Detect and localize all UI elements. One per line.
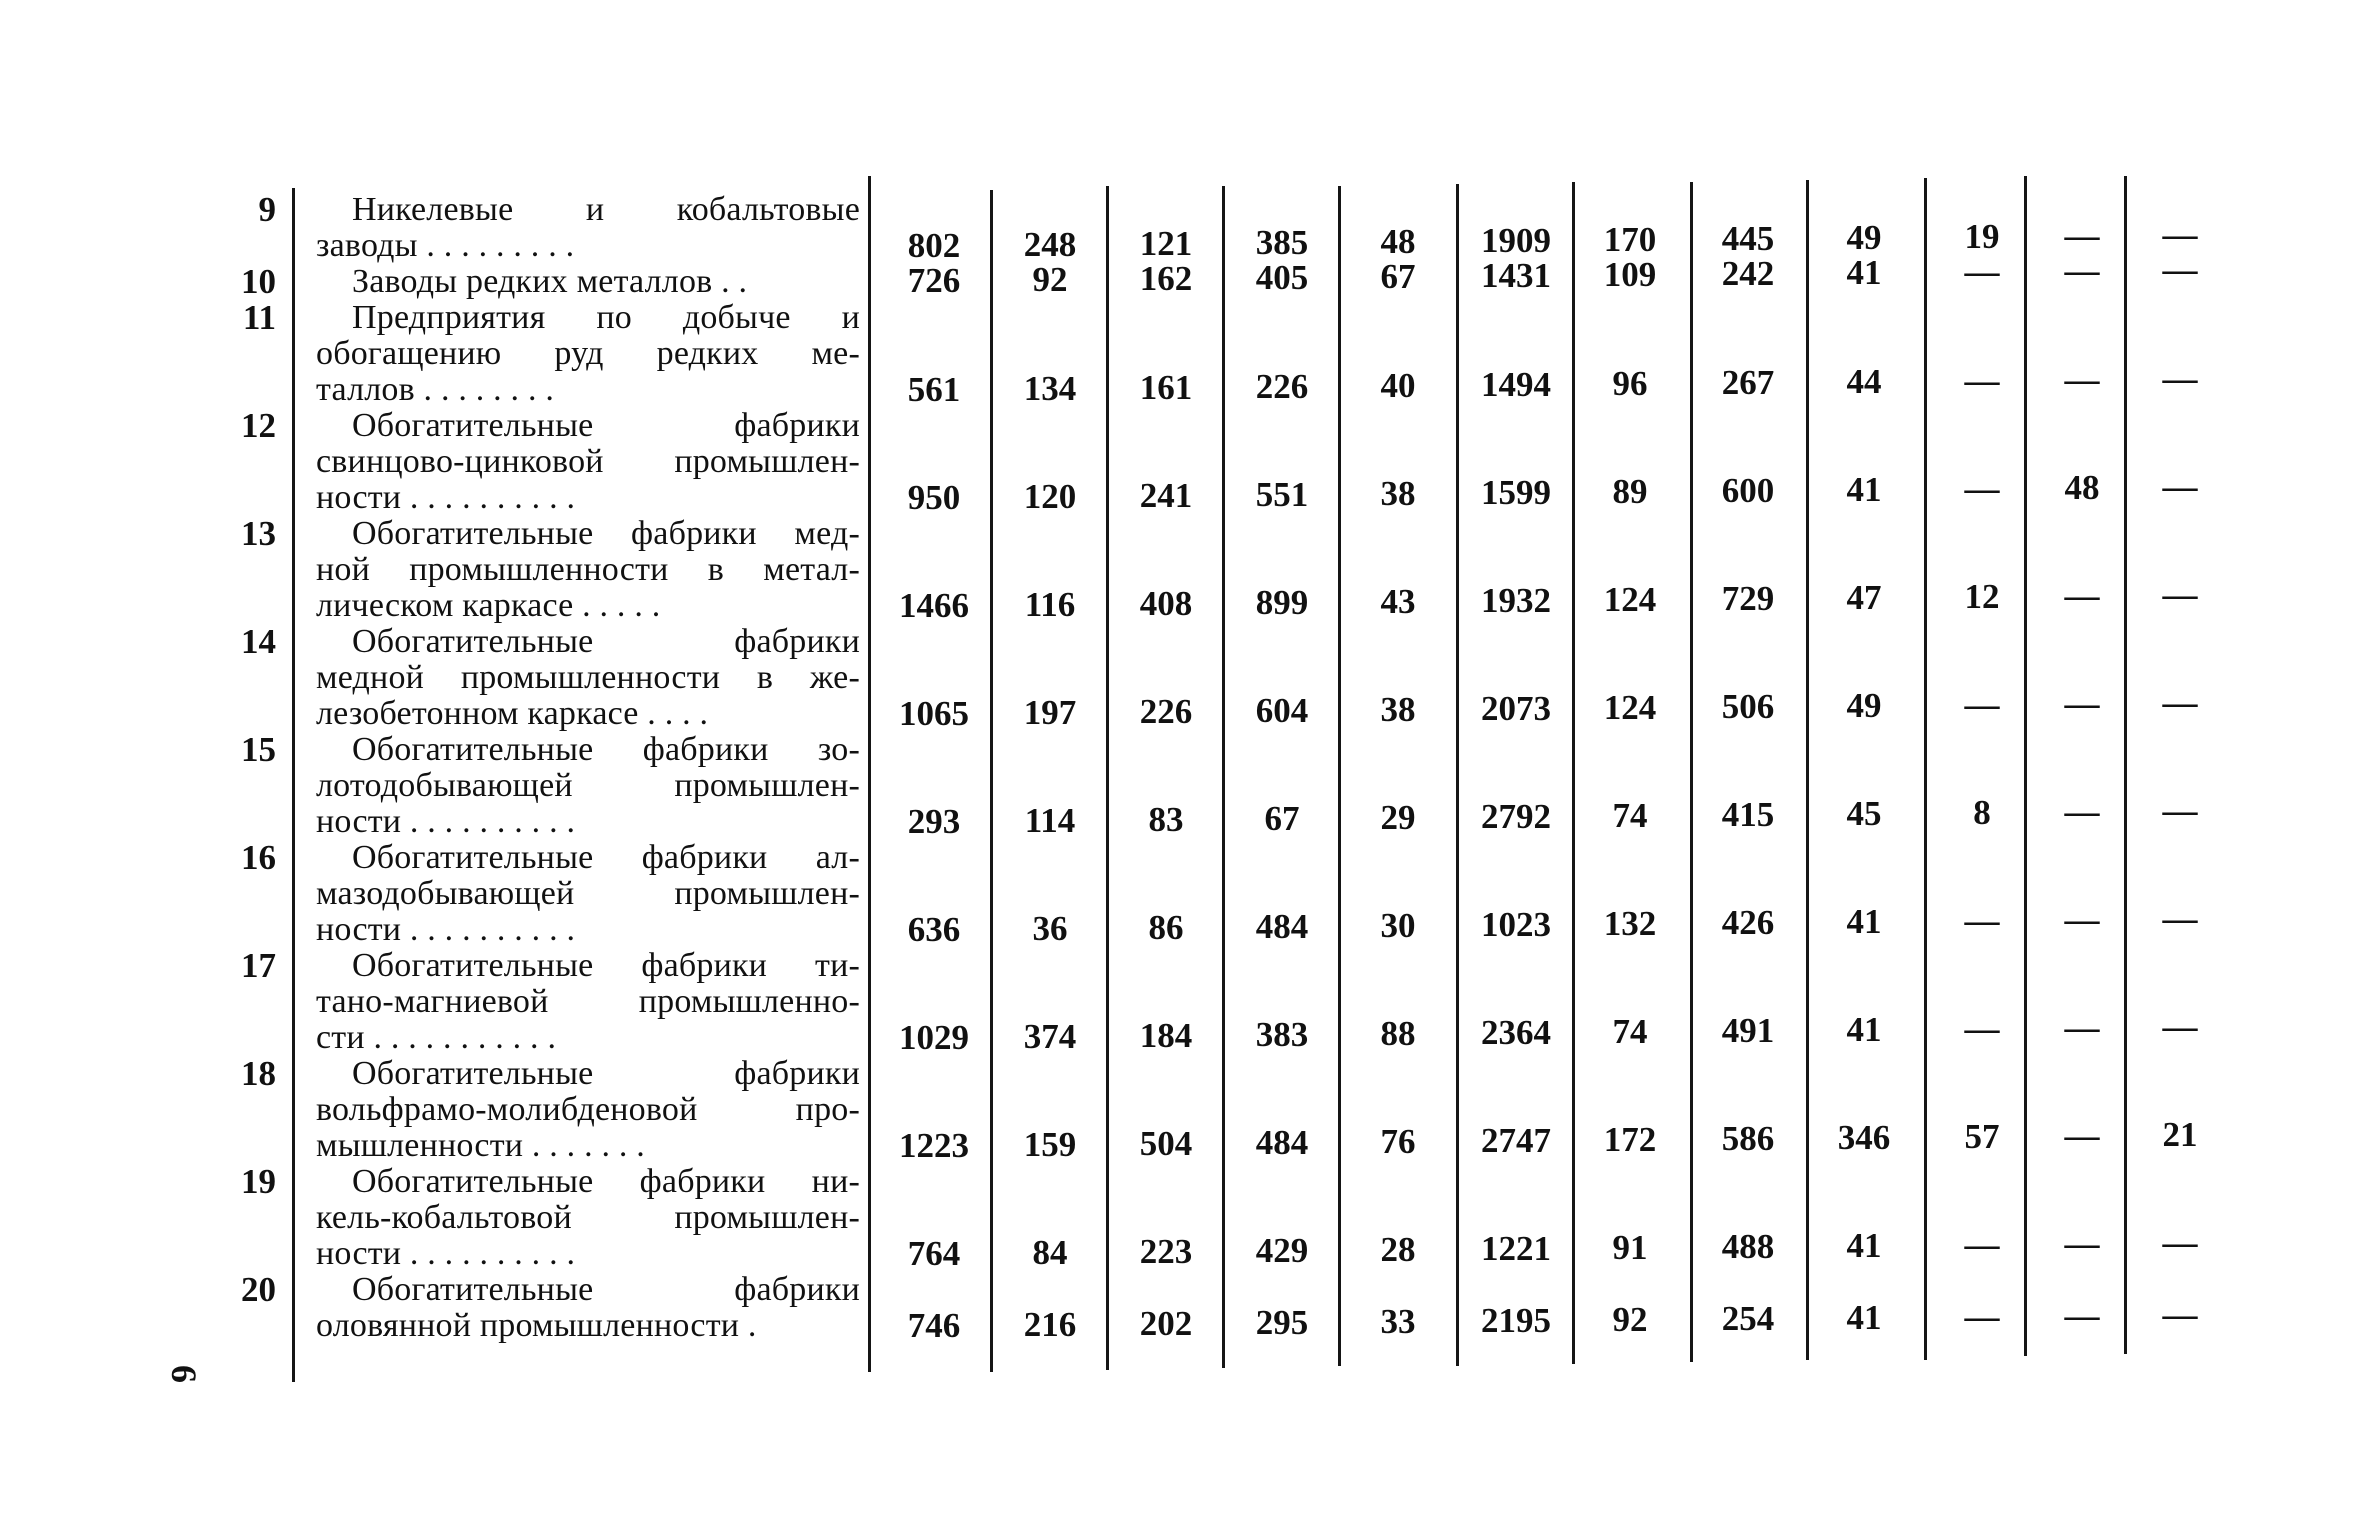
table-cell: 223: [1139, 1232, 1193, 1271]
table-cell: 216: [1023, 1305, 1077, 1344]
table-cell: 38: [1380, 474, 1416, 513]
table-cell: 159: [1023, 1125, 1077, 1164]
table-cell: 92: [1032, 260, 1068, 299]
table-cell: 41: [1846, 1298, 1882, 1337]
table-cell: 197: [1023, 693, 1077, 732]
table-cell: 1029: [899, 1018, 969, 1057]
table-cell: 426: [1721, 903, 1775, 942]
row-number: 19: [241, 1162, 276, 1201]
table-cell: 88: [1380, 1014, 1416, 1053]
row-number: 12: [241, 406, 276, 445]
table-cell: 21: [2162, 1115, 2198, 1154]
table-cell: 746: [907, 1306, 961, 1345]
row-description: [316, 1164, 860, 1272]
table-cell: —: [2162, 359, 2198, 398]
description-line: лотодобывающей промышлен-: [316, 767, 860, 804]
table-cell: 2073: [1481, 689, 1551, 728]
table-cell: 67: [1380, 257, 1416, 296]
column-rule: [1222, 186, 1225, 1368]
table-cell: —: [2064, 1296, 2100, 1335]
description-line: Заводы редких металлов . .: [352, 263, 748, 300]
table-cell: 132: [1603, 904, 1657, 943]
table-cell: 67: [1264, 799, 1300, 838]
table-cell: —: [2162, 1295, 2198, 1334]
table-cell: 802: [907, 226, 961, 265]
table-cell: —: [2162, 1223, 2198, 1262]
table-cell: 1065: [899, 694, 969, 733]
table-cell: 76: [1380, 1122, 1416, 1161]
table-cell: 1023: [1481, 905, 1551, 944]
table-cell: 242: [1721, 254, 1775, 293]
row-number: 9: [258, 190, 276, 229]
description-line: свинцово-цинковой промышлен-: [316, 443, 860, 480]
table-cell: —: [2064, 216, 2100, 255]
table-cell: 2792: [1481, 797, 1551, 836]
table-cell: 504: [1139, 1124, 1193, 1163]
table-cell: 47: [1846, 578, 1882, 617]
description-line: медной промышленности в же-: [316, 659, 860, 696]
table-cell: 405: [1255, 258, 1309, 297]
table-cell: 45: [1846, 794, 1882, 833]
table-cell: 2195: [1481, 1301, 1551, 1340]
table-cell: 48: [1380, 222, 1416, 261]
description-line: Предприятия по добыче и: [352, 299, 860, 336]
row-number: 13: [241, 514, 276, 553]
column-rule: [292, 188, 295, 1382]
description-line: Обогатительные фабрики: [352, 407, 860, 444]
table-cell: —: [1964, 685, 2000, 724]
table-cell: 226: [1139, 692, 1193, 731]
column-rule: [868, 176, 871, 1372]
table-cell: 254: [1721, 1299, 1775, 1338]
table-cell: 29: [1380, 798, 1416, 837]
row-description: [316, 408, 860, 516]
table-cell: 92: [1612, 1300, 1648, 1339]
table-cell: 1431: [1481, 256, 1551, 295]
table-cell: 12: [1964, 577, 2000, 616]
table-cell: 415: [1721, 795, 1775, 834]
table-cell: 33: [1380, 1302, 1416, 1341]
table-cell: 226: [1255, 367, 1309, 406]
description-line: ности . . . . . . . . . .: [316, 911, 576, 948]
table-cell: 41: [1846, 253, 1882, 292]
page-marker: 6: [164, 1365, 204, 1383]
column-rule: [1924, 178, 1927, 1360]
column-rule: [1572, 182, 1575, 1364]
table-cell: 124: [1603, 580, 1657, 619]
table-cell: —: [2162, 250, 2198, 289]
description-line: сти . . . . . . . . . . .: [316, 1019, 557, 1056]
table-cell: 241: [1139, 476, 1193, 515]
description-line: мышленности . . . . . . .: [316, 1127, 645, 1164]
table-cell: 74: [1612, 796, 1648, 835]
table-cell: 89: [1612, 472, 1648, 511]
table-cell: 726: [907, 261, 961, 300]
description-line: Обогатительные фабрики ни-: [352, 1163, 860, 1200]
description-line: заводы . . . . . . . . .: [316, 227, 575, 264]
table-cell: —: [2162, 899, 2198, 938]
column-rule: [1456, 184, 1459, 1366]
table-cell: 86: [1148, 908, 1184, 947]
row-number: 14: [241, 622, 276, 661]
table-cell: 295: [1255, 1303, 1309, 1342]
table-cell: 1599: [1481, 473, 1551, 512]
description-line: Обогатительные фабрики: [352, 1055, 860, 1092]
row-number: 15: [241, 730, 276, 769]
table-cell: 120: [1023, 477, 1077, 516]
table-cell: 604: [1255, 691, 1309, 730]
table-cell: 2364: [1481, 1013, 1551, 1052]
table-cell: —: [2064, 900, 2100, 939]
table-cell: 49: [1846, 686, 1882, 725]
table-cell: 248: [1023, 225, 1077, 264]
table-cell: —: [2064, 360, 2100, 399]
table-cell: 267: [1721, 363, 1775, 402]
row-number: 20: [241, 1270, 276, 1309]
row-number: 17: [241, 946, 276, 985]
table-cell: 729: [1721, 579, 1775, 618]
table-cell: —: [2064, 251, 2100, 290]
column-rule: [1338, 186, 1341, 1366]
table-cell: 41: [1846, 1010, 1882, 1049]
table-cell: 109: [1603, 255, 1657, 294]
table-cell: 184: [1139, 1016, 1193, 1055]
description-line: обогащению руд редких ме-: [316, 335, 860, 372]
row-number: 11: [242, 298, 276, 337]
table-cell: 44: [1846, 362, 1882, 401]
table-cell: —: [2162, 215, 2198, 254]
table-cell: 202: [1139, 1304, 1193, 1343]
table-cell: 96: [1612, 364, 1648, 403]
table-cell: 293: [907, 802, 961, 841]
table-cell: 84: [1032, 1233, 1068, 1272]
table-cell: 41: [1846, 902, 1882, 941]
row-description: [316, 732, 860, 840]
table-cell: 1223: [899, 1126, 969, 1165]
table-cell: 36: [1032, 909, 1068, 948]
description-line: Обогатительные фабрики ти-: [352, 947, 860, 984]
row-number: 18: [241, 1054, 276, 1093]
table-cell: 19: [1964, 217, 2000, 256]
description-line: лезобетонном каркасе . . . .: [316, 695, 709, 732]
description-line: Обогатительные фабрики зо-: [352, 731, 860, 768]
table-cell: 445: [1721, 219, 1775, 258]
table-cell: 30: [1380, 906, 1416, 945]
row-number: 10: [241, 262, 276, 301]
description-line: ности . . . . . . . . . .: [316, 803, 576, 840]
table-cell: 1221: [1481, 1229, 1551, 1268]
table-cell: 374: [1023, 1017, 1077, 1056]
row-description: [316, 948, 860, 1056]
table-cell: —: [1964, 901, 2000, 940]
column-rule: [1690, 182, 1693, 1362]
table-cell: 41: [1846, 470, 1882, 509]
table-cell: 1909: [1481, 221, 1551, 260]
column-rule: [1806, 180, 1809, 1360]
table-cell: 1466: [899, 586, 969, 625]
table-cell: 484: [1255, 1123, 1309, 1162]
row-description: [316, 840, 860, 948]
description-line: мазодобывающей промышлен-: [316, 875, 860, 912]
description-line: Обогатительные фабрики ал-: [352, 839, 860, 876]
table-cell: 1932: [1481, 581, 1551, 620]
table-cell: 170: [1603, 220, 1657, 259]
table-cell: 551: [1255, 475, 1309, 514]
row-number: 16: [241, 838, 276, 877]
table-cell: —: [2064, 684, 2100, 723]
table-cell: 586: [1721, 1119, 1775, 1158]
row-description: [316, 1056, 860, 1164]
table-cell: —: [2064, 1008, 2100, 1047]
table-cell: 114: [1024, 801, 1076, 840]
description-line: Обогатительные фабрики: [352, 1271, 860, 1308]
table-cell: 38: [1380, 690, 1416, 729]
table-cell: 2747: [1481, 1121, 1551, 1160]
table-cell: 8: [1973, 793, 1991, 832]
description-line: ной промышленности в метал-: [316, 551, 860, 588]
column-rule: [2024, 176, 2027, 1356]
table-cell: 346: [1837, 1118, 1891, 1157]
table-cell: 162: [1139, 259, 1193, 298]
description-line: ности . . . . . . . . . .: [316, 479, 576, 516]
table-cell: —: [1964, 361, 2000, 400]
row-description: [316, 1272, 860, 1344]
table-cell: 484: [1255, 907, 1309, 946]
description-line: лическом каркасе . . . . .: [316, 587, 661, 624]
table-cell: —: [2064, 1116, 2100, 1155]
table-cell: —: [1964, 1297, 2000, 1336]
table-cell: 48: [2064, 468, 2100, 507]
row-description: [316, 192, 860, 264]
table-cell: —: [1964, 1225, 2000, 1264]
table-cell: 488: [1721, 1227, 1775, 1266]
description-line: вольфрамо-молибденовой про-: [316, 1091, 860, 1128]
table-cell: 161: [1139, 368, 1193, 407]
table-cell: 116: [1024, 585, 1076, 624]
description-line: Обогатительные фабрики: [352, 623, 860, 660]
table-cell: 91: [1612, 1228, 1648, 1267]
description-line: ности . . . . . . . . . .: [316, 1235, 576, 1272]
table-cell: 491: [1721, 1011, 1775, 1050]
row-description: [316, 624, 860, 732]
table-cell: —: [1964, 252, 2000, 291]
table-cell: 49: [1846, 218, 1882, 257]
table-cell: —: [2162, 575, 2198, 614]
table-cell: 1494: [1481, 365, 1551, 404]
table-cell: —: [2162, 467, 2198, 506]
description-line: тано-магниевой промышленно-: [316, 983, 860, 1020]
description-line: кель-кобальтовой промышлен-: [316, 1199, 860, 1236]
table-cell: 408: [1139, 584, 1193, 623]
description-line: оловянной промышленности .: [316, 1307, 757, 1344]
table-cell: —: [2064, 792, 2100, 831]
table-cell: 57: [1964, 1117, 2000, 1156]
table-cell: 636: [907, 910, 961, 949]
table-cell: 74: [1612, 1012, 1648, 1051]
table-cell: 41: [1846, 1226, 1882, 1265]
table-cell: —: [1964, 1009, 2000, 1048]
table-cell: 83: [1148, 800, 1184, 839]
table-cell: 172: [1603, 1120, 1657, 1159]
description-line: таллов . . . . . . . .: [316, 371, 555, 408]
description-line: Обогатительные фабрики мед-: [352, 515, 860, 552]
row-description: [316, 300, 860, 408]
column-rule: [2124, 176, 2127, 1354]
table-cell: 134: [1023, 369, 1077, 408]
column-rule: [1106, 186, 1109, 1370]
table-cell: 124: [1603, 688, 1657, 727]
table-cell: 600: [1721, 471, 1775, 510]
table-cell: 506: [1721, 687, 1775, 726]
table-cell: —: [2162, 1007, 2198, 1046]
table-cell: 429: [1255, 1231, 1309, 1270]
table-cell: 40: [1380, 366, 1416, 405]
table-cell: 121: [1139, 224, 1193, 263]
table-cell: 385: [1255, 223, 1309, 262]
description-line: Никелевые и кобальтовые: [352, 191, 860, 228]
table-cell: 383: [1255, 1015, 1309, 1054]
column-rule: [990, 190, 993, 1372]
table-cell: —: [2064, 576, 2100, 615]
table-cell: 950: [907, 478, 961, 517]
table-cell: 28: [1380, 1230, 1416, 1269]
row-description: [316, 516, 860, 624]
table-cell: 899: [1255, 583, 1309, 622]
table-cell: —: [1964, 469, 2000, 508]
table-cell: 43: [1380, 582, 1416, 621]
table-cell: 764: [907, 1234, 961, 1273]
table-cell: —: [2162, 791, 2198, 830]
table-cell: 561: [907, 370, 961, 409]
row-description: [316, 264, 860, 300]
table-cell: —: [2064, 1224, 2100, 1263]
table-cell: —: [2162, 683, 2198, 722]
